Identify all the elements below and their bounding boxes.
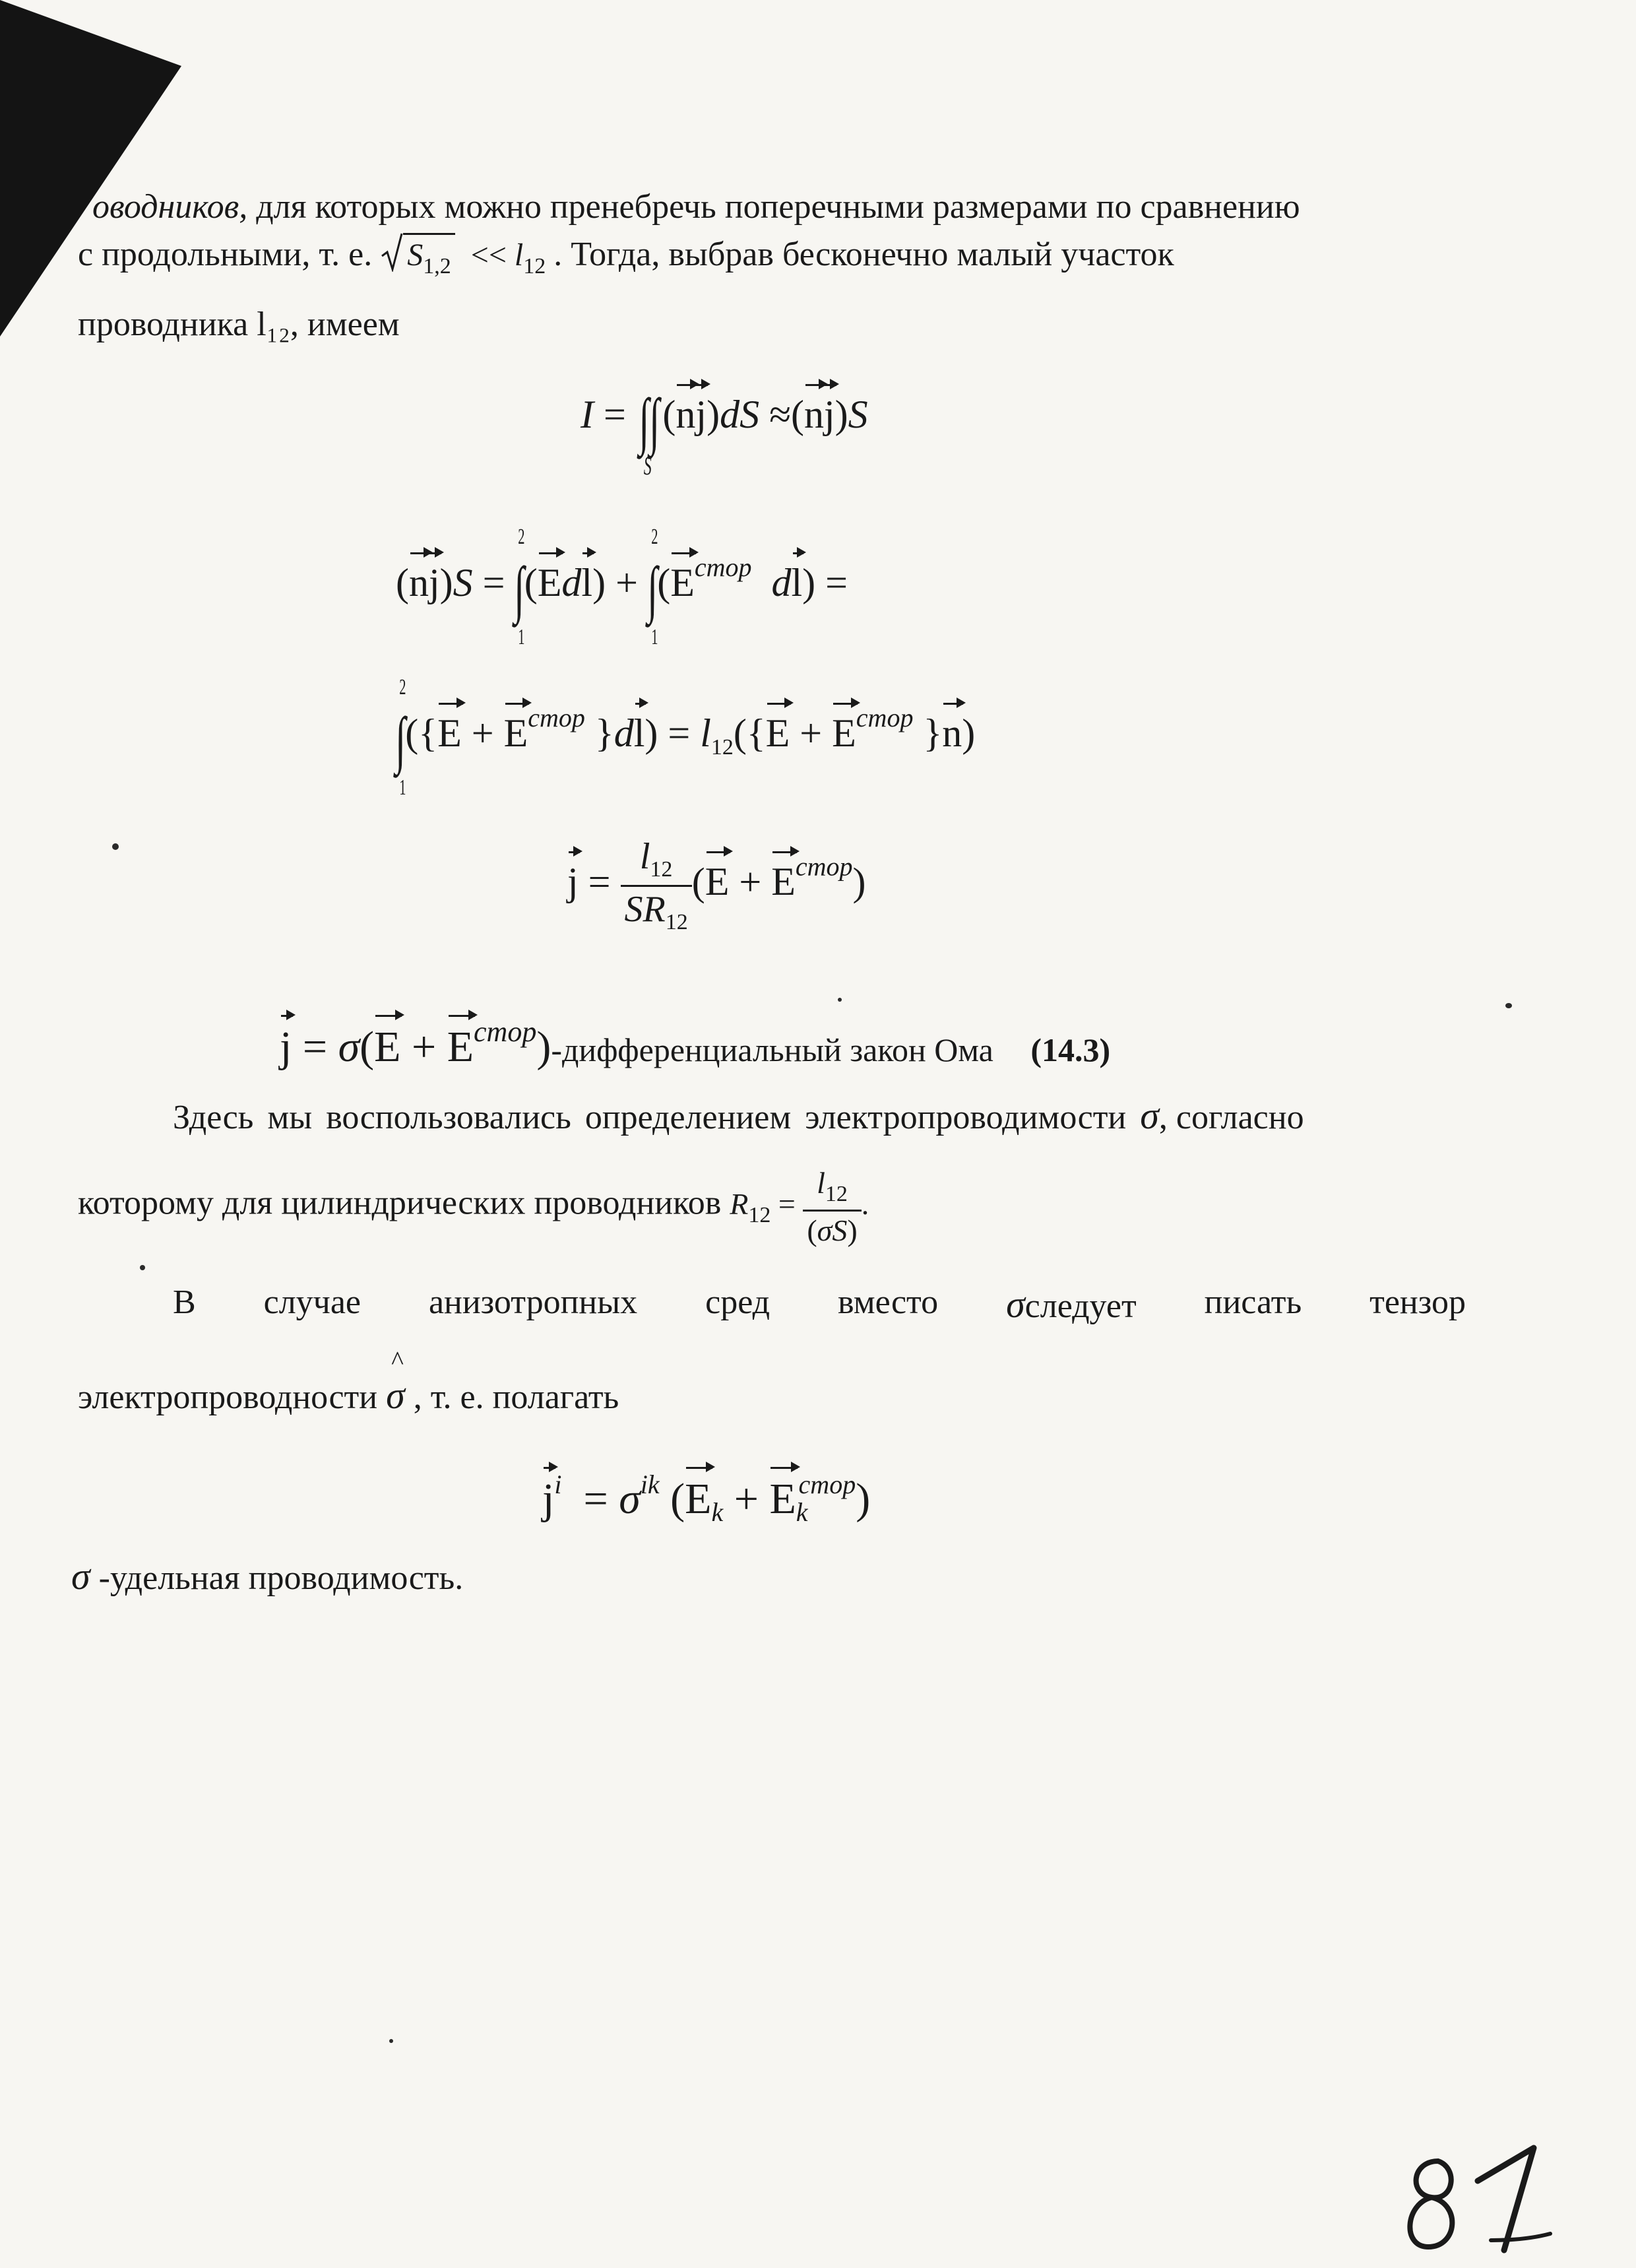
- para3-word-2: случае: [263, 1283, 361, 1321]
- para1-line2: [78, 232, 1174, 278]
- handwritten-page-number: [1392, 2141, 1577, 2260]
- para3-word-5: вместо: [838, 1283, 939, 1321]
- para3-line2: электропроводности ^ σ , т. е. полагать: [78, 1377, 619, 1415]
- scan-speck: [140, 1265, 145, 1270]
- scan-speck: [838, 998, 842, 1002]
- para3-line2-text-b: , т. е. полагать: [413, 1378, 619, 1416]
- eq-ohm-law: $j = \sigma(E + E^{стор})$-дифференциальный закон Ома (14.3): [280, 1016, 1111, 1071]
- sqrt-condition: $S_{1,2} << l_{12}$: [381, 238, 553, 273]
- ohm-law-caption: -дифференциальный закон Ома: [551, 1031, 993, 1068]
- scan-speck: [1505, 1003, 1512, 1008]
- para1-line2-text-a: с продольными, т. е.: [78, 236, 381, 273]
- para2-line1: Здесь мы воспользовались определением электропроводимости σ, согласно: [173, 1094, 1304, 1137]
- para3-word-1: В: [173, 1283, 196, 1321]
- definition-text: -удельная проводимость.: [90, 1559, 464, 1597]
- para3-line2-text-a: электропроводности: [78, 1378, 387, 1416]
- definition-line: σ -удельная проводимость.: [71, 1555, 464, 1598]
- para1-line1-text: для которых можно пренебречь поперечными размерами по сравнению: [247, 188, 1300, 226]
- para2-line1-text-b: , согласно: [1158, 1099, 1304, 1136]
- eq-line-integral-2: ∫ 2 1 ({$E + E^{стор}$ }$dl) = l_{12}(\{E + E^{стор}$ }n): [395, 675, 976, 800]
- para2-line1-text-a: Здесь мы воспользовались определением электропроводимости: [173, 1099, 1141, 1136]
- para3-word-3: анизотропных: [428, 1283, 638, 1321]
- eq-line-integral-1: (nj)S = ∫ 2 1 (Edl) + ∫ 2 1 ($E^{стор}$ dl) =: [396, 525, 848, 649]
- scan-speck: [389, 2039, 393, 2043]
- para3-sigma-group: σследует: [1006, 1283, 1137, 1326]
- eq-current-integral: I = ∫∫ S (nj)dS ≈(nj)S: [581, 385, 868, 480]
- para1-line2-text-b: . Тогда, выбрав бесконечно малый участок: [553, 236, 1174, 273]
- para3-line1: [173, 1285, 1466, 1324]
- sqrt-sign-icon: [381, 232, 403, 272]
- eq-tensor-form: $j^i = \sigma^{ik}$ $(E_k + E_k^{стор})$: [542, 1470, 871, 1527]
- para3-word-6: следует: [1024, 1287, 1137, 1325]
- para1-line3: проводника l₁₂, имеем: [78, 306, 400, 343]
- resistance-formula: $R_{12}$ = $\frac{l_{12}}{(\sigma S)}$ .: [730, 1166, 869, 1247]
- para3-word-8: тензор: [1369, 1283, 1466, 1321]
- dark-corner-shadow: [0, 0, 191, 343]
- para3-word-7: писать: [1204, 1283, 1302, 1321]
- scan-speck: [112, 843, 119, 850]
- para2-line2: [78, 1168, 869, 1246]
- equation-number: (14.3): [1030, 1031, 1111, 1068]
- para3-word-4: сред: [705, 1283, 771, 1321]
- eq-current-density: j = $\frac{l_{12}}{SR_{12}}$ $(E + E^{стор})$: [567, 836, 866, 934]
- para1-line1: [92, 190, 1300, 224]
- para2-line2-text: которому для цилиндрических проводников: [78, 1184, 730, 1222]
- para1-lead-word: оводников,: [92, 188, 248, 226]
